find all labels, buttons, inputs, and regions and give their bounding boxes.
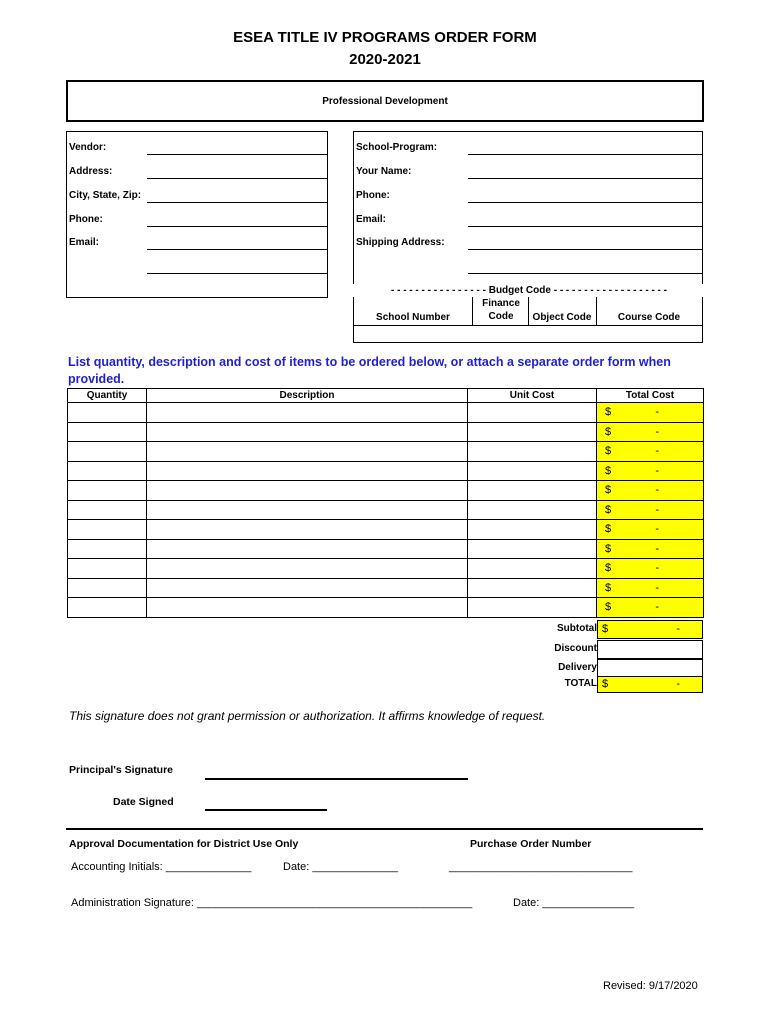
- shipping-address-line-2[interactable]: [468, 273, 702, 274]
- total-cost-cell: $ -: [597, 520, 704, 540]
- signature-note: This signature does not grant permission or authorization. It affirms knowledge of request.: [69, 709, 546, 723]
- unit-cost-cell[interactable]: [468, 520, 597, 540]
- discount-input[interactable]: [597, 640, 703, 659]
- description-cell[interactable]: [147, 520, 468, 540]
- po-number-line[interactable]: ______________________________: [449, 861, 633, 873]
- budget-code-title: - - - - - - - - - - - - - - - - Budget Code - - - - - - - - - - - - - - - - - - -: [390, 285, 667, 296]
- unit-cost-cell[interactable]: [468, 403, 597, 423]
- total-row: [533, 678, 703, 694]
- your-name-line[interactable]: [468, 178, 702, 179]
- school-email-line[interactable]: [468, 226, 702, 227]
- description-cell[interactable]: [147, 481, 468, 501]
- vendor-phone-label: Phone:: [69, 214, 103, 225]
- city-state-zip-label: City, State, Zip:: [69, 190, 142, 201]
- unit-cost-header: Unit Cost: [468, 389, 597, 403]
- table-row: [68, 481, 704, 501]
- unit-cost-cell[interactable]: [468, 461, 597, 481]
- principal-signature-line[interactable]: [205, 778, 468, 780]
- form-year: 2020-2021: [349, 51, 421, 68]
- total-cost-cell: $ -: [597, 442, 704, 462]
- subtotal-row: [533, 620, 703, 640]
- principal-signature-label: Principal's Signature: [69, 764, 174, 776]
- table-row: [68, 520, 704, 540]
- vendor-email-label: Email:: [69, 237, 100, 248]
- total-cost-cell: $ -: [597, 598, 704, 618]
- school-program-line[interactable]: [468, 154, 702, 155]
- total-label: TOTAL: [564, 678, 597, 689]
- vendor-line[interactable]: [147, 154, 327, 155]
- total-cost-cell: $ -: [597, 559, 704, 579]
- budget-code-grid: [353, 297, 703, 343]
- revised-date: Revised: 9/17/2020: [603, 980, 698, 992]
- shipping-address-label: Shipping Address:: [356, 237, 445, 248]
- items-table: [67, 388, 704, 618]
- description-cell[interactable]: [147, 422, 468, 442]
- table-row: [68, 598, 704, 618]
- address-label: Address:: [69, 166, 113, 177]
- administration-date[interactable]: Date: _______________: [513, 897, 635, 909]
- quantity-cell[interactable]: [68, 442, 147, 462]
- order-instructions: List quantity, description and cost of items to be ordered below, or attach a separate order form when provided.: [68, 355, 671, 386]
- totals-block: [533, 620, 703, 694]
- shipping-address-line[interactable]: [468, 249, 702, 250]
- description-cell[interactable]: [147, 578, 468, 598]
- unit-cost-cell[interactable]: [468, 559, 597, 579]
- your-name-label: Your Name:: [356, 166, 412, 177]
- category-label: Professional Development: [322, 96, 448, 107]
- subtotal-label: Subtotal: [557, 623, 597, 634]
- vendor-label: Vendor:: [69, 142, 107, 153]
- school-number-header: School Number: [376, 312, 450, 323]
- description-cell[interactable]: [147, 598, 468, 618]
- object-code-header: Object Code: [532, 312, 592, 323]
- table-row: [68, 559, 704, 579]
- school-email-label: Email:: [356, 214, 387, 225]
- administration-signature[interactable]: Administration Signature: _____________________________________________: [71, 897, 473, 909]
- description-cell[interactable]: [147, 559, 468, 579]
- table-row: [68, 461, 704, 481]
- table-row: [68, 442, 704, 462]
- description-cell[interactable]: [147, 403, 468, 423]
- category-box: [66, 80, 704, 122]
- unit-cost-cell[interactable]: [468, 578, 597, 598]
- quantity-cell[interactable]: [68, 500, 147, 520]
- date-signed-label: Date Signed: [113, 796, 174, 808]
- total-cost-cell: $ -: [597, 422, 704, 442]
- table-row: [68, 403, 704, 423]
- quantity-cell[interactable]: [68, 539, 147, 559]
- table-row: [68, 422, 704, 442]
- quantity-cell[interactable]: [68, 520, 147, 540]
- date-signed-line[interactable]: [205, 809, 327, 811]
- description-cell[interactable]: [147, 539, 468, 559]
- quantity-header: Quantity: [68, 389, 147, 403]
- unit-cost-cell[interactable]: [468, 500, 597, 520]
- unit-cost-cell[interactable]: [468, 481, 597, 501]
- quantity-cell[interactable]: [68, 481, 147, 501]
- address-line[interactable]: [147, 178, 327, 179]
- unit-cost-cell[interactable]: [468, 598, 597, 618]
- quantity-cell[interactable]: [68, 403, 147, 423]
- quantity-cell[interactable]: [68, 559, 147, 579]
- description-cell[interactable]: [147, 442, 468, 462]
- table-row: [68, 500, 704, 520]
- vendor-email-line[interactable]: [147, 249, 327, 250]
- table-row: [68, 578, 704, 598]
- total-cost-cell: $ -: [597, 500, 704, 520]
- unit-cost-cell[interactable]: [468, 422, 597, 442]
- delivery-label: Delivery: [558, 662, 597, 673]
- quantity-cell[interactable]: [68, 598, 147, 618]
- description-header: Description: [147, 389, 468, 403]
- total-cost-cell: $ -: [597, 578, 704, 598]
- table-row: [68, 539, 704, 559]
- quantity-cell[interactable]: [68, 578, 147, 598]
- discount-row: [533, 640, 703, 659]
- total-value: $ -: [597, 676, 703, 693]
- subtotal-value: $ -: [597, 620, 703, 639]
- total-cost-header: Total Cost: [597, 389, 704, 403]
- school-program-label: School-Program:: [356, 142, 438, 153]
- unit-cost-cell[interactable]: [468, 539, 597, 559]
- vendor-extra-line[interactable]: [147, 273, 327, 274]
- city-state-zip-line[interactable]: [147, 202, 327, 203]
- quantity-cell[interactable]: [68, 461, 147, 481]
- description-cell[interactable]: [147, 461, 468, 481]
- po-number-label: Purchase Order Number: [470, 838, 592, 850]
- vendor-phone-line[interactable]: [147, 226, 327, 227]
- approval-label: Approval Documentation for District Use Only: [69, 838, 299, 850]
- description-cell[interactable]: [147, 500, 468, 520]
- quantity-cell[interactable]: [68, 422, 147, 442]
- school-phone-line[interactable]: [468, 202, 702, 203]
- total-cost-cell: $ -: [597, 481, 704, 501]
- total-cost-cell: $ -: [597, 461, 704, 481]
- discount-label: Discount: [554, 643, 597, 654]
- course-code-header: Course Code: [617, 312, 681, 323]
- form-title: ESEA TITLE IV PROGRAMS ORDER FORM: [233, 29, 537, 46]
- accounting-date[interactable]: Date: ______________: [283, 861, 398, 873]
- total-cost-cell: $ -: [597, 539, 704, 559]
- total-cost-cell: $ -: [597, 403, 704, 423]
- district-divider: [66, 828, 703, 830]
- accounting-initials[interactable]: Accounting Initials: ______________: [71, 861, 252, 873]
- unit-cost-cell[interactable]: [468, 442, 597, 462]
- finance-code-header: Finance Code: [482, 298, 520, 322]
- school-phone-label: Phone:: [356, 190, 390, 201]
